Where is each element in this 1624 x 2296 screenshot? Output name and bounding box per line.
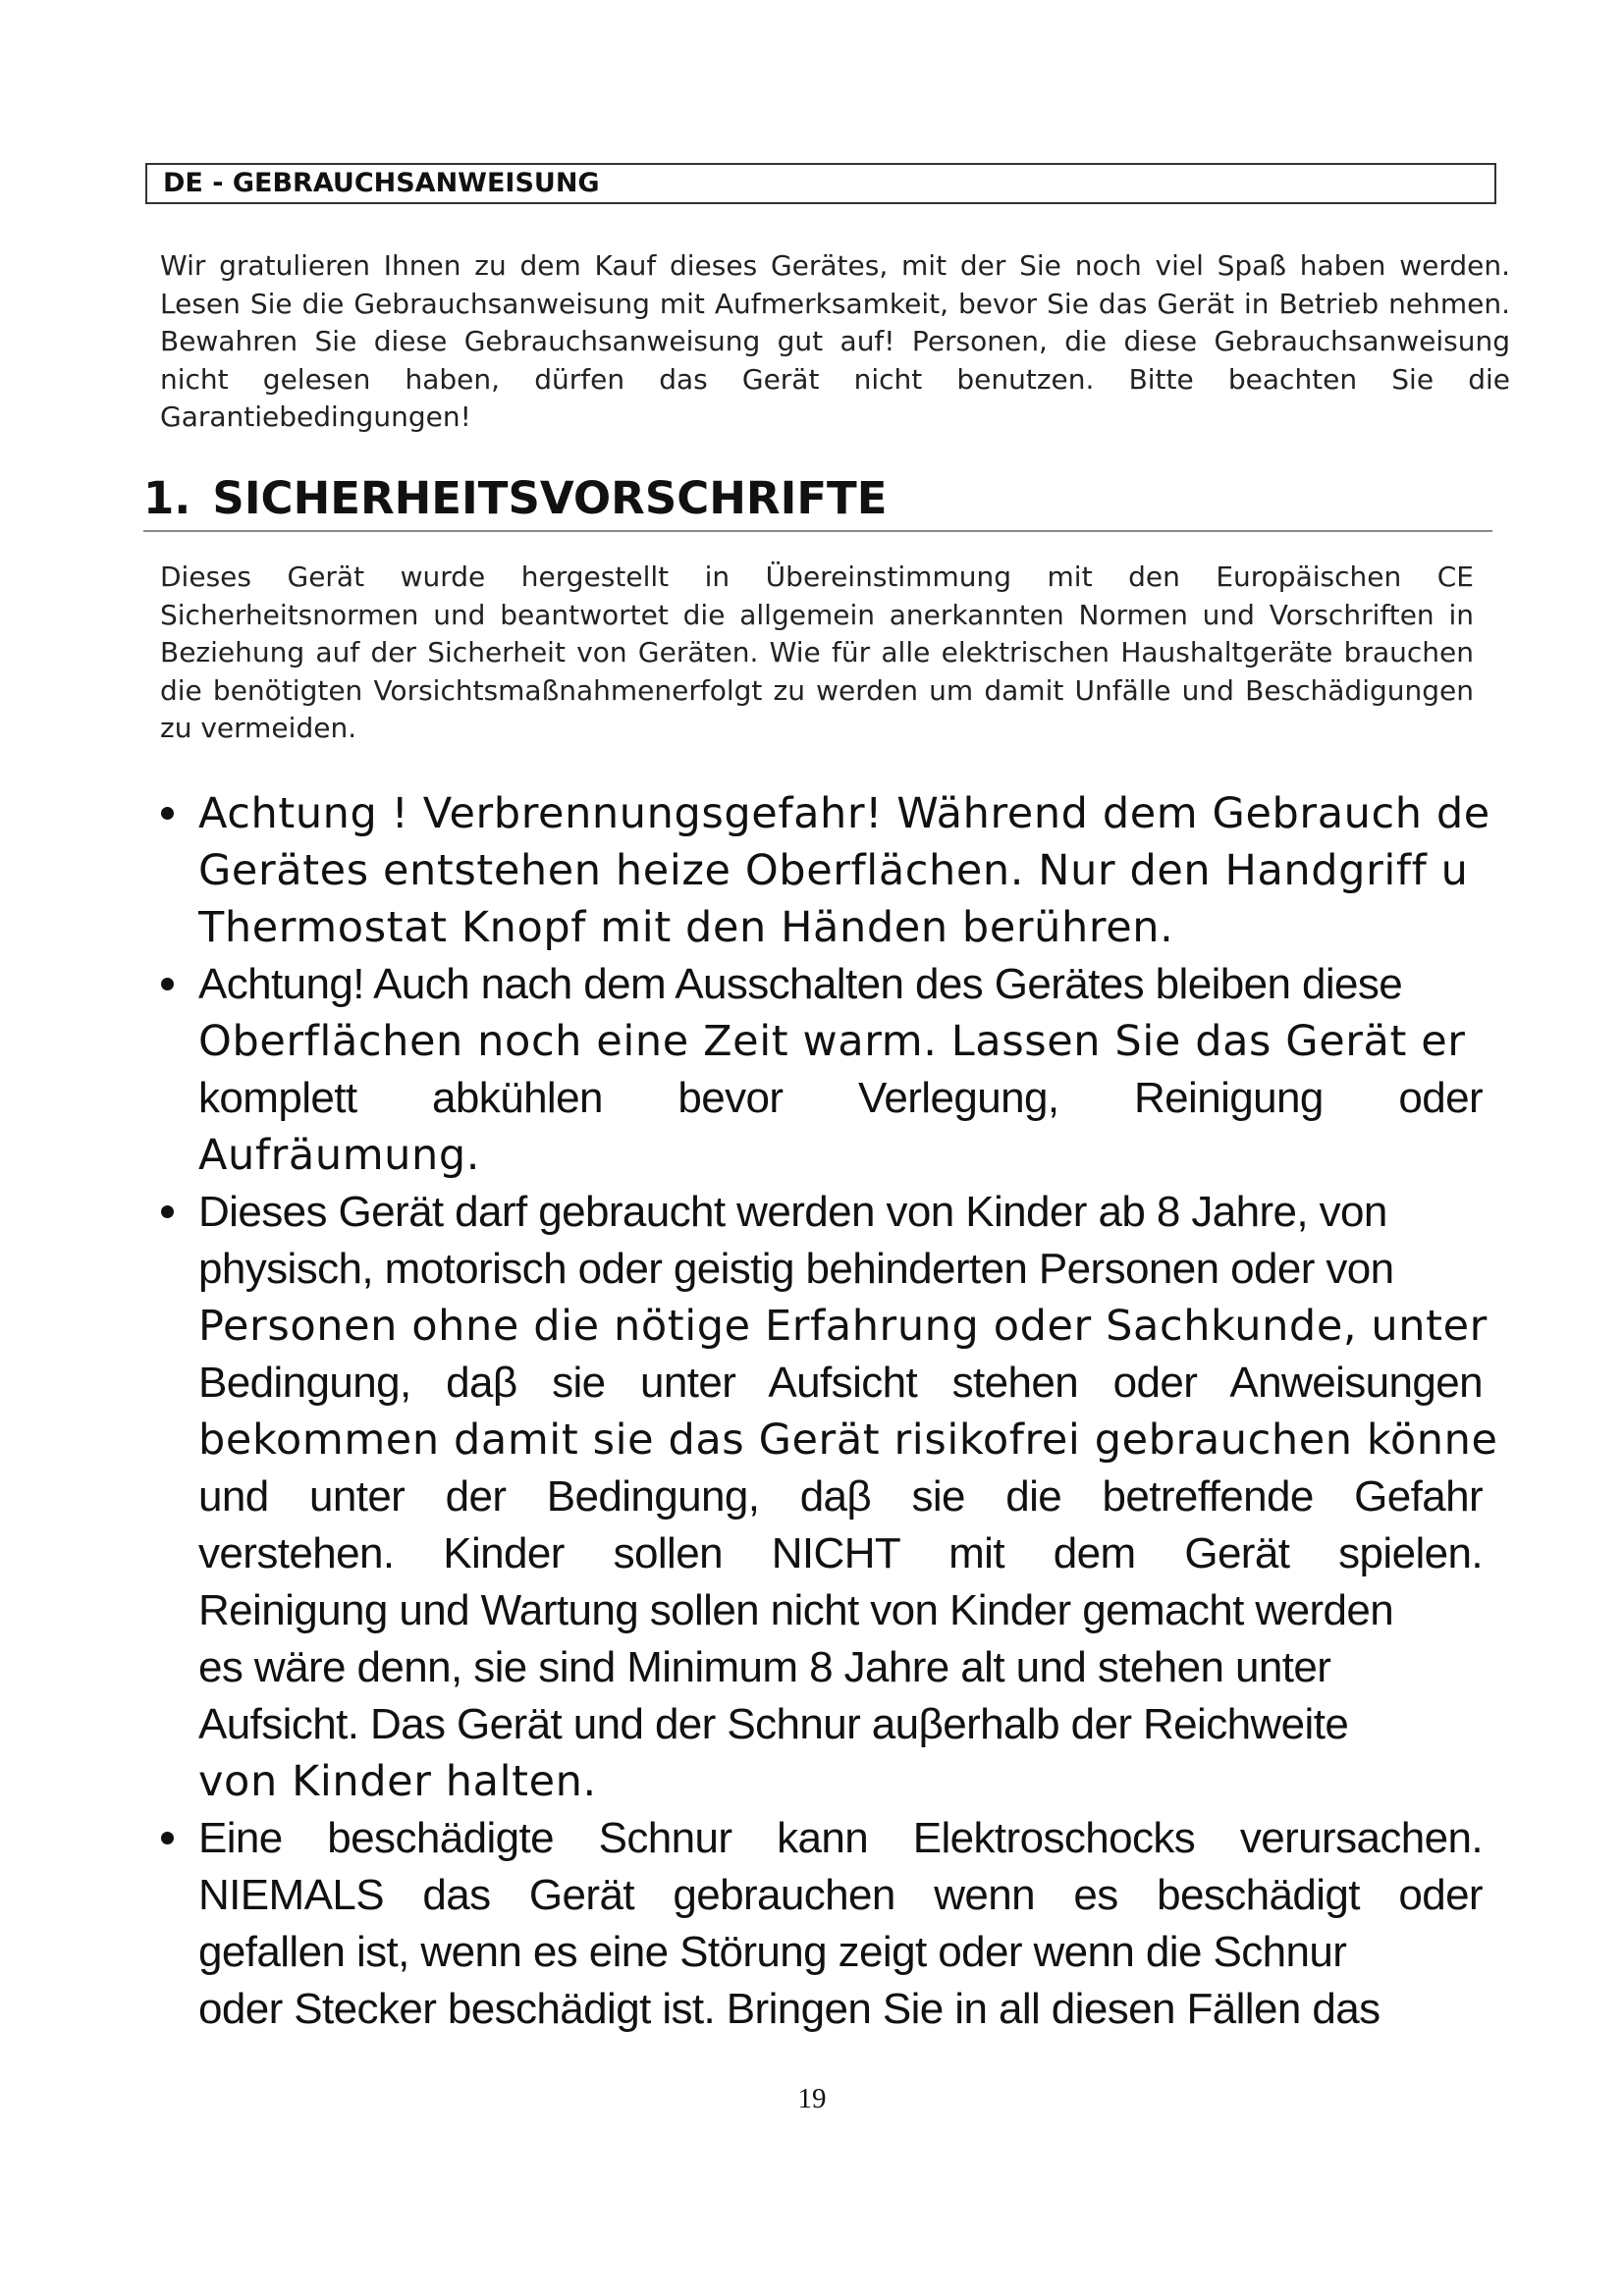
bullet-line: Aufsicht. Das Gerät und der Schnur auβerhalb der Reichweite bbox=[198, 1700, 1349, 1748]
bullet-line: oder Stecker beschädigt ist. Bringen Sie in all diesen Fällen das bbox=[198, 1985, 1380, 2033]
section-title: SICHERHEITSVORSCHRIFTE bbox=[212, 472, 888, 524]
page-number: 19 bbox=[797, 2083, 827, 2114]
bullet-item bbox=[157, 1184, 1498, 1810]
intro-paragraph: Wir gratulieren Ihnen zu dem Kauf dieses Gerätes, mit der Sie noch viel Spaß haben werden. Lesen Sie die Gebrauchsanweisung mit Aufmerksamkeit, bevor Sie das Gerät in Betrieb nehmen. Bewahren Sie diese Gebrauchsanweisung gut auf! Personen, die diese Gebrauchsanweisung nicht gelesen haben, dürfen das Gerät nicht benutzen. Bitte beachten Sie die Garantiebedingungen! bbox=[160, 249, 1510, 433]
bullet-dot-icon bbox=[161, 1832, 174, 1844]
bullet-line: es wäre denn, sie sind Minimum 8 Jahre alt und stehen unter bbox=[198, 1643, 1331, 1691]
bullet-line: Bedingung, daβ sie unter Aufsicht stehen oder Anweisungen bbox=[198, 1359, 1483, 1407]
bullet-line: Achtung! Auch nach dem Ausschalten des Gerätes bleiben diese bbox=[198, 960, 1403, 1008]
bullet-line: und unter der Bedingung, daβ sie die betreffende Gefahr bbox=[198, 1472, 1483, 1521]
section-intro-paragraph: Dieses Gerät wurde hergestellt in Übereinstimmung mit den Europäischen CE Sicherheitsnormen und beantwortet die allgemein anerkannten Normen und Vorschriften in Beziehung auf der Sicherheit von Geräten. Wie für alle elektrischen Haushaltgeräte brauchen die benötigten Vorsichtsmaßnahmenerfolgt zu werden um damit Unfälle und Beschädigungen zu vermeiden. bbox=[160, 561, 1474, 744]
bullet-line: Aufräumung. bbox=[198, 1131, 481, 1180]
bullet-line: Reinigung und Wartung sollen nicht von Kinder gemacht werden bbox=[198, 1586, 1394, 1634]
bullet-item bbox=[157, 956, 1483, 1184]
bullet-line: verstehen. Kinder sollen NICHT mit dem Gerät spielen. bbox=[198, 1529, 1483, 1577]
bullet-dot-icon bbox=[161, 807, 174, 820]
bullet-line: Achtung ! Verbrennungsgefahr! Während dem Gebrauch de bbox=[198, 789, 1490, 838]
section-heading bbox=[143, 469, 1492, 532]
bullet-line: Dieses Gerät darf gebraucht werden von Kinder ab 8 Jahre, von bbox=[198, 1188, 1387, 1236]
bullet-line: gefallen ist, wenn es eine Störung zeigt oder wenn die Schnur bbox=[198, 1928, 1347, 1976]
bullet-item bbox=[157, 1810, 1483, 2038]
bullet-line: NIEMALS das Gerät gebrauchen wenn es beschädigt oder bbox=[198, 1871, 1483, 1919]
bullet-line: physisch, motorisch oder geistig behinderten Personen oder von bbox=[198, 1245, 1394, 1293]
bullet-item bbox=[157, 785, 1490, 956]
bullet-line: bekommen damit sie das Gerät risikofrei gebrauchen könne bbox=[198, 1415, 1498, 1465]
bullet-line: Oberflächen noch eine Zeit warm. Lassen Sie das Gerät er bbox=[198, 1017, 1466, 1066]
safety-bullet-list bbox=[157, 785, 1498, 2038]
bullet-line: Thermostat Knopf mit den Händen berühren. bbox=[198, 903, 1174, 952]
bullet-line: von Kinder halten. bbox=[198, 1757, 597, 1806]
header-title: DE - GEBRAUCHSANWEISUNG bbox=[163, 168, 600, 198]
section-number: 1. bbox=[143, 472, 191, 524]
bullet-line: Eine beschädigte Schnur kann Elektroschocks verursachen. bbox=[198, 1814, 1483, 1862]
document-header bbox=[145, 163, 1496, 204]
bullet-line: Personen ohne die nötige Erfahrung oder Sachkunde, unter bbox=[198, 1302, 1488, 1351]
bullet-line: komplett abkühlen bevor Verlegung, Reinigung oder bbox=[198, 1074, 1483, 1122]
bullet-dot-icon bbox=[161, 1205, 174, 1218]
bullet-dot-icon bbox=[161, 978, 174, 990]
bullet-line: Gerätes entstehen heize Oberflächen. Nur den Handgriff u bbox=[198, 846, 1469, 895]
